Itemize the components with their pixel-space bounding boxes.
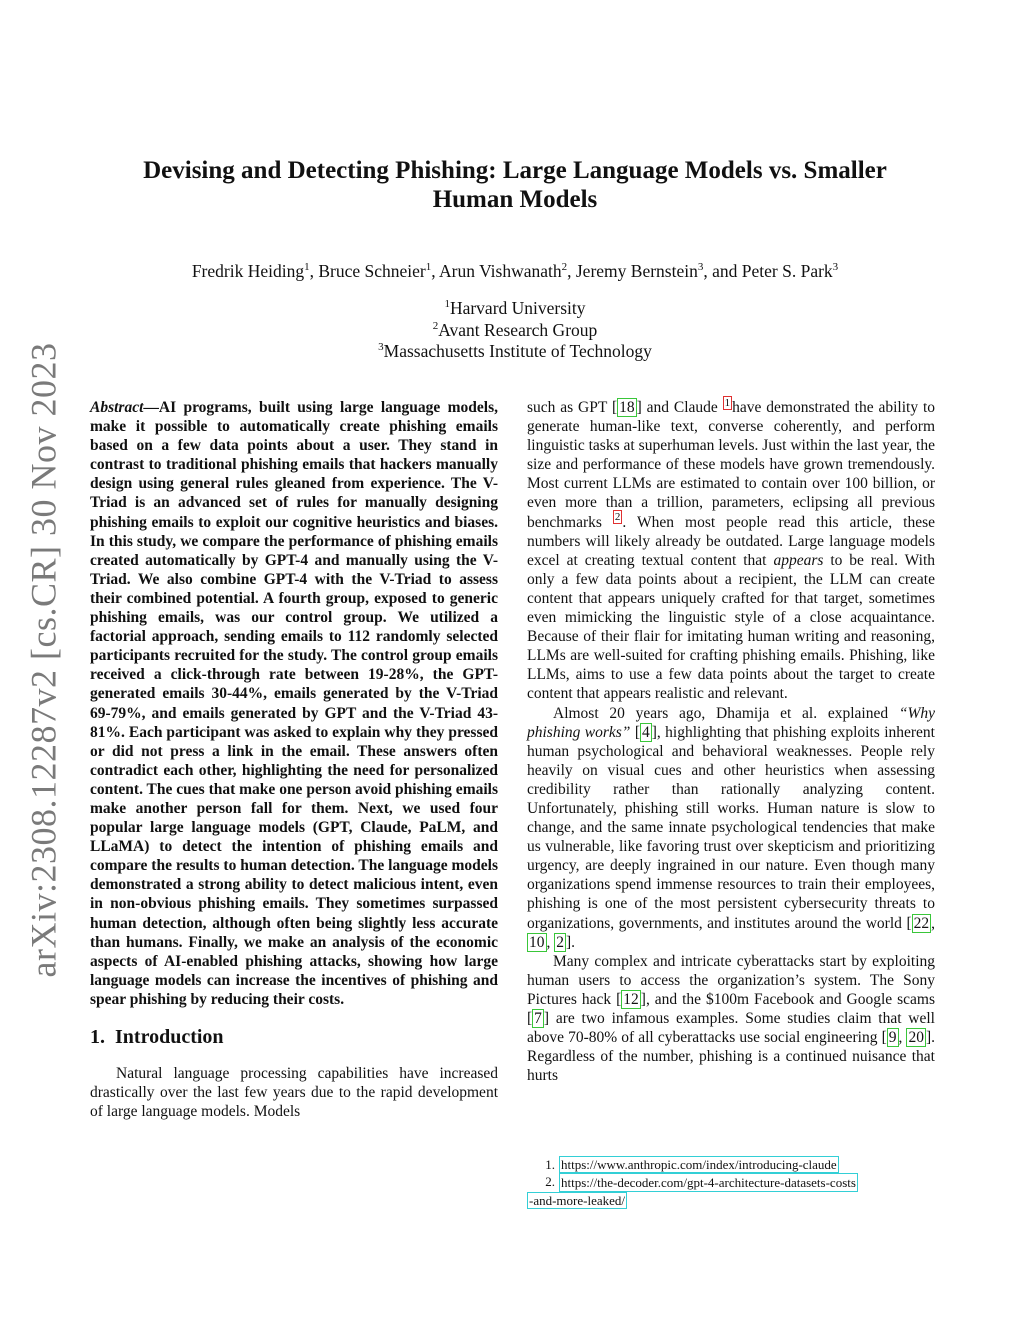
author-affiliation-mark: 2 — [561, 261, 568, 274]
footnote-url-link[interactable]: https://www.anthropic.com/index/introducing-claude — [561, 1157, 837, 1172]
footnote-url-link[interactable]: -and-more-leaked/ — [529, 1193, 626, 1208]
author-affiliation-mark: 3 — [832, 261, 839, 274]
author: Bruce Schneier — [318, 261, 426, 281]
citation-link[interactable]: 4 — [642, 723, 650, 741]
author-affiliation-mark: 1 — [304, 261, 310, 274]
author: Fredrik Heiding — [191, 261, 305, 281]
citation-link[interactable]: 10 — [529, 933, 545, 951]
author: Peter S. Park — [741, 261, 833, 281]
footnote: 1. https://www.anthropic.com/index/introducing-claude — [545, 1157, 837, 1172]
paragraph-why-phishing-works: Almost 20 years ago, Dhamija et al. explained “Why phishing works” [ 4 ], highlighting that phishing exploits inherent human psychological and behavioral weaknesses. People rely heavily on visual cues and other heuristics when assessing credibility rather than rationally analyzing content. Unfortunately, phishing still works. Human nature is slow to change, and the same innate psychological tendencies that make us vulnerable, like favoring trust over skepticism and prioritizing urgency, are deeply ingrained in our nature. Even though many organizations spend immense resources to train their employees, phishing is one of the most persistent cybersecurity threats to organizations, governments, and institutes around the world [ 22 , 10 , 2 ]. — [527, 704, 935, 951]
abstract-text: —AI programs, built using large language models, make it possible to automatically create phishing emails based on a few data points about a user. They stand in contrast to traditional phishing emails that hackers manually design using general rules gleaned from experience. The V-Triad is an advanced set of rules for manually designing phishing emails to exploit our cognitive heuristics and biases. In this study, we compare the performance of phishing emails created automatically by GPT-4 and manually using the V-Triad. We also combine GPT-4 with the V-Triad to assess their combined potential. A fourth group, exposed to generic phishing emails, was our control group. We utilized a factorial approach, sending emails to 112 randomly selected participants recruited for the study. The control group emails received a click-through rate between 19-28%, the GPT-generated emails 30-44%, emails generated by the V-Triad 69-79%, and emails generated by GPT and the V-Triad 43-81%. Each participant was asked to explain why they pressed or did not press a link in the email. These answers often contradict each other, highlighting the need for personalized content. The cues that make one person avoid phishing emails make another person fall for them. Next, we used four popular large language models (GPT, Claude, PaLM, and LLaMA) to detect the intention of phishing emails and compare the results to human detection. The language models demonstrated a strong ability to detect malicious intent, even in non-obvious phishing emails. They sometimes surpassed human detection, although often being slightly less accurate than humans. Finally, we make an analysis of the economic aspects of AI-enabled phishing attacks, showing how large language models can increase the incentives of phishing and spear phishing by reducing their costs. — [90, 399, 498, 1008]
abstract — [90, 398, 498, 1009]
author: Jeremy Bernstein — [575, 261, 698, 281]
affiliation: $^1$Harvard University — [444, 298, 586, 318]
affiliation: $^3$Massachusetts Institute of Technology — [378, 341, 652, 361]
right-column — [527, 398, 935, 1085]
paragraph-cyberattacks: Many complex and intricate cyberattacks start by exploiting human users to access the organization’s system. The Sony Pictures hack [ 12 ], and the $100m Facebook and Google scams [ 7 ] are two infamous examples. Some studies claim that well above 70-80% of all cyberattacks use social engineering [ 9 , 20 ]. Regardless of the number, phishing is a continued nuisance that hurts — [527, 952, 936, 1085]
author: Arun Vishwanath — [439, 261, 562, 281]
footnote-link[interactable]: 2 — [614, 511, 621, 524]
citation-link[interactable]: 2 — [556, 933, 564, 951]
author-list: Fredrik Heiding$^1$, Bruce Schneier$^1$, Arun Vishwanath$^2$, Jeremy Bernstein$^3$, and Peter S. Park$^3$ — [191, 261, 839, 281]
citation-link[interactable]: 12 — [623, 990, 639, 1008]
citation-link[interactable]: 20 — [908, 1029, 924, 1047]
arxiv-side-identifier: arXiv:2308.12287v2 [cs.CR] 30 Nov 2023 — [23, 342, 63, 978]
footnote-url-link[interactable]: https://the-decoder.com/gpt-4-architecture-datasets-costs — [561, 1175, 856, 1190]
affiliation: $^2$Avant Research Group — [432, 319, 598, 340]
abstract-label: Abstract — [90, 399, 144, 416]
affiliation-list — [90, 298, 940, 363]
paragraph-llm-capabilities: such as GPT [ 18 ] and Claude $^1$ have demonstrated the ability to generate human-like text, converse coherently, and perform linguistic tasks at superhuman levels. Just within the last year, the size and performance of these models have grown tremendously. Most current LLMs are estimated to contain over 100 billion, or even more than a trillion, parameters, eclipsing all previous benchmarks $^2$ . When most people read this article, these numbers will likely already be outdated. Large language models excel at creating textual content that appears to be real. With only a few data points about a recipient, the LLM can create content that appears uniquely crafted for that target, sometimes even mimicking the linguistic style of a close acquaintance. Because of their flair for imitating human writing and reasoning, LLMs are well-suited for crafting phishing emails. Phishing, like LLMs, aims to use a few data points about the target to create content that appears realistic and relevant. — [527, 396, 936, 703]
intro-paragraph: Natural language processing capabilities have increased drastically over the last few years due to the rapid development of large language models. Models — [90, 1065, 498, 1121]
citation-link[interactable]: 7 — [534, 1010, 542, 1027]
section-heading-introduction: 1. Introduction — [90, 1026, 224, 1048]
footnote-link[interactable]: 1 — [724, 396, 731, 409]
footnote-url-continuation — [527, 1192, 937, 1209]
author-affiliation-mark: 1 — [425, 261, 432, 274]
citation-link[interactable]: 22 — [913, 914, 930, 932]
footnotes — [527, 1156, 937, 1209]
citation-link[interactable]: 18 — [619, 399, 635, 416]
paper-title: Devising and Detecting Phishing: Large Language Models vs. Smaller Human Models — [143, 157, 887, 213]
left-column — [90, 398, 498, 1121]
footnote: 2. https://the-decoder.com/gpt-4-architecture-datasets-costs — [545, 1174, 856, 1190]
author-affiliation-mark: 3 — [697, 261, 704, 274]
citation-link[interactable]: 9 — [888, 1029, 897, 1047]
